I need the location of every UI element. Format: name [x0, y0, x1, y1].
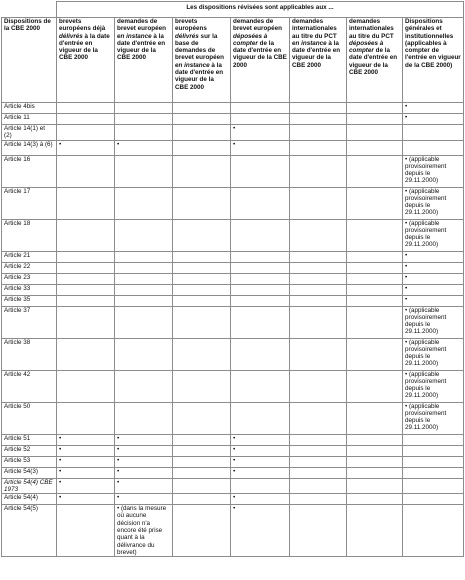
empty-cell: [290, 114, 347, 125]
column-header-3: [173, 18, 231, 103]
table-row: [2, 155, 464, 187]
column-header-4: [231, 18, 290, 103]
empty-cell: [173, 370, 231, 402]
bullet-cell: •: [231, 494, 290, 505]
empty-cell: [290, 478, 347, 494]
empty-cell: [173, 456, 231, 467]
empty-cell: [290, 187, 347, 219]
empty-cell: [290, 370, 347, 402]
empty-cell: [231, 306, 290, 338]
bullet-cell: •: [115, 494, 173, 505]
empty-cell: [290, 125, 347, 141]
empty-cell: [231, 273, 290, 284]
column-header-text: en instance: [292, 39, 327, 47]
empty-cell: [403, 456, 464, 467]
empty-cell: [403, 445, 464, 456]
bullet-cell: •: [115, 456, 173, 467]
table-row: [2, 402, 464, 434]
empty-cell: [173, 434, 231, 445]
table-row: [2, 262, 464, 273]
empty-cell: [173, 114, 231, 125]
bullet-cell: •: [57, 494, 115, 505]
bullet-cell: • (applicable provisoirement depuis le 29.11.2000): [403, 402, 464, 434]
empty-cell: [173, 505, 231, 557]
empty-cell: [290, 505, 347, 557]
bullet-cell: • (dans la mesure où aucune décision n'a encore été prise quant à la délivrance du brevet): [115, 505, 173, 557]
empty-cell: [57, 402, 115, 434]
empty-cell: [403, 125, 464, 141]
column-header-text: délivrés: [59, 32, 83, 40]
empty-cell: [173, 467, 231, 478]
empty-cell: [347, 114, 403, 125]
bullet-cell: •: [57, 456, 115, 467]
article-label: Article 54(5): [2, 505, 57, 557]
empty-cell: [347, 187, 403, 219]
bullet-cell: •: [57, 140, 115, 155]
empty-cell: [403, 467, 464, 478]
table-row: [2, 140, 464, 155]
article-label: Article 11: [2, 114, 57, 125]
bullet-cell: • (applicable provisoirement depuis le 29.11.2000): [403, 370, 464, 402]
empty-cell: [347, 434, 403, 445]
empty-cell: [290, 494, 347, 505]
empty-cell: [115, 284, 173, 295]
empty-cell: [173, 402, 231, 434]
article-label: Article 4bis: [2, 103, 57, 114]
column-header-text: en instance: [175, 61, 210, 69]
empty-cell: [290, 251, 347, 262]
empty-cell: [347, 295, 403, 306]
empty-cell: [290, 295, 347, 306]
empty-cell: [290, 219, 347, 251]
table-row: [2, 103, 464, 114]
column-header-7: [403, 18, 464, 103]
empty-cell: [173, 140, 231, 155]
empty-cell: [290, 273, 347, 284]
column-header-text: à la date d'entrée en vigueur de la CBE 2000: [117, 32, 166, 62]
empty-cell: [231, 103, 290, 114]
article-label: Article 42: [2, 370, 57, 402]
empty-cell: [115, 125, 173, 141]
bullet-cell: •: [57, 467, 115, 478]
article-label: Article 53: [2, 456, 57, 467]
bullet-cell: •: [231, 505, 290, 557]
bullet-cell: • (applicable provisoirement depuis le 29.11.2000): [403, 187, 464, 219]
empty-cell: [290, 103, 347, 114]
empty-cell: [173, 219, 231, 251]
column-header-1: [57, 18, 115, 103]
empty-cell: [115, 155, 173, 187]
table-row: [2, 445, 464, 456]
empty-cell: [115, 103, 173, 114]
column-header-text: déposées à compter: [233, 32, 268, 47]
bullet-cell: • (applicable provisoirement depuis le 29.11.2000): [403, 219, 464, 251]
empty-cell: [231, 219, 290, 251]
empty-cell: [57, 187, 115, 219]
column-header-text: demandes de brevet européen: [233, 18, 282, 33]
empty-cell: [347, 306, 403, 338]
empty-cell: [347, 402, 403, 434]
empty-cell: [347, 445, 403, 456]
empty-cell: [347, 140, 403, 155]
column-header-text: Dispositions de la CBE 2000: [4, 18, 51, 33]
empty-cell: [290, 456, 347, 467]
bullet-cell: •: [403, 284, 464, 295]
empty-cell: [231, 187, 290, 219]
empty-cell: [57, 103, 115, 114]
empty-cell: [173, 155, 231, 187]
bullet-cell: •: [115, 445, 173, 456]
empty-cell: [173, 295, 231, 306]
empty-cell: [231, 251, 290, 262]
article-label: Article 51: [2, 434, 57, 445]
bullet-cell: •: [403, 103, 464, 114]
bullet-cell: •: [231, 140, 290, 155]
empty-cell: [173, 262, 231, 273]
empty-cell: [290, 284, 347, 295]
empty-cell: [115, 338, 173, 370]
column-header-provisions: [2, 18, 57, 103]
bullet-cell: •: [231, 456, 290, 467]
empty-cell: [347, 505, 403, 557]
empty-cell: [347, 370, 403, 402]
empty-cell: [115, 262, 173, 273]
table-row: [2, 306, 464, 338]
empty-cell: [347, 155, 403, 187]
empty-cell: [173, 284, 231, 295]
article-label: Article 52: [2, 445, 57, 456]
empty-cell: [347, 494, 403, 505]
empty-cell: [57, 284, 115, 295]
table-row: [2, 284, 464, 295]
empty-cell: [57, 125, 115, 141]
empty-cell: [115, 370, 173, 402]
bullet-cell: •: [231, 445, 290, 456]
column-header-text: à la date d'entrée en vigueur de la CBE 2000: [59, 32, 110, 62]
bullet-cell: • (applicable provisoirement depuis le 29.11.2000): [403, 338, 464, 370]
article-label: Article 18: [2, 219, 57, 251]
empty-cell: [115, 295, 173, 306]
bullet-cell: •: [403, 273, 464, 284]
empty-cell: [290, 434, 347, 445]
empty-cell: [173, 103, 231, 114]
empty-cell: [347, 219, 403, 251]
article-label: Article 38: [2, 338, 57, 370]
empty-cell: [173, 478, 231, 494]
empty-cell: [115, 306, 173, 338]
bullet-cell: •: [231, 434, 290, 445]
article-label: Article 17: [2, 187, 57, 219]
empty-cell: [347, 478, 403, 494]
empty-cell: [57, 155, 115, 187]
table-row: [2, 494, 464, 505]
empty-cell: [115, 402, 173, 434]
article-label: Article 23: [2, 273, 57, 284]
empty-cell: [347, 262, 403, 273]
column-header-text: brevets européens: [175, 18, 207, 33]
table-row: [2, 125, 464, 141]
article-label: Article 16: [2, 155, 57, 187]
empty-cell: [231, 478, 290, 494]
article-label: Article 54(4) CBE 1973: [2, 478, 57, 494]
empty-cell: [57, 295, 115, 306]
bullet-cell: •: [403, 114, 464, 125]
column-header-text: demandes internationales au titre du PCT: [292, 18, 337, 40]
column-header-text: en instance: [117, 32, 152, 40]
empty-cell: [57, 306, 115, 338]
bullet-cell: •: [403, 262, 464, 273]
empty-cell: [290, 402, 347, 434]
empty-cell: [347, 338, 403, 370]
empty-cell: [173, 273, 231, 284]
bullet-cell: •: [57, 445, 115, 456]
article-label: Article 35: [2, 295, 57, 306]
bullet-cell: •: [115, 467, 173, 478]
bullet-cell: • (applicable provisoirement depuis le 29.11.2000): [403, 306, 464, 338]
article-label: Article 50: [2, 402, 57, 434]
article-label: Article 54(3): [2, 467, 57, 478]
empty-cell: [57, 505, 115, 557]
table-row: [2, 219, 464, 251]
empty-cell: [347, 273, 403, 284]
table-row: [2, 251, 464, 262]
column-header-5: [290, 18, 347, 103]
empty-cell: [347, 125, 403, 141]
article-label: Article 54(4): [2, 494, 57, 505]
empty-cell: [173, 125, 231, 141]
empty-cell: [231, 402, 290, 434]
bullet-cell: •: [57, 434, 115, 445]
blank-corner: [2, 2, 57, 18]
empty-cell: [290, 262, 347, 273]
empty-cell: [403, 434, 464, 445]
empty-cell: [290, 155, 347, 187]
empty-cell: [57, 251, 115, 262]
bullet-cell: •: [57, 478, 115, 494]
column-header-text: à la date d'entrée en vigueur de la CBE 2000: [292, 39, 341, 69]
empty-cell: [173, 445, 231, 456]
empty-cell: [403, 478, 464, 494]
article-label: Article 21: [2, 251, 57, 262]
column-header-text: Dispositions générales et institutionnelles (applicables à compter de l'entrée en vigueur de la CBE 2000): [405, 18, 461, 69]
bullet-cell: • (applicable provisoirement depuis le 29.11.2000): [403, 155, 464, 187]
bullet-cell: •: [115, 434, 173, 445]
table-row: [2, 478, 464, 494]
article-label: Article 33: [2, 284, 57, 295]
empty-cell: [57, 114, 115, 125]
empty-cell: [173, 187, 231, 219]
empty-cell: [347, 284, 403, 295]
bullet-cell: •: [115, 140, 173, 155]
empty-cell: [290, 445, 347, 456]
empty-cell: [57, 370, 115, 402]
table-row: [2, 370, 464, 402]
empty-cell: [290, 338, 347, 370]
empty-cell: [403, 494, 464, 505]
column-header-text: à la date d'entrée en vigueur de la CBE 2000: [175, 61, 224, 91]
table-row: [2, 505, 464, 557]
table-row: [2, 456, 464, 467]
column-header-text: de la date d'entrée en vigueur de la CBE 2000: [233, 39, 287, 69]
column-header-text: déposées à compter: [349, 39, 384, 55]
column-header-text: brevets européens déjà: [59, 18, 106, 33]
empty-cell: [115, 187, 173, 219]
empty-cell: [115, 219, 173, 251]
empty-cell: [173, 306, 231, 338]
column-header-text: de la date d'entrée en vigueur de la CBE 2000: [349, 47, 398, 77]
table-row: [2, 187, 464, 219]
empty-cell: [231, 262, 290, 273]
empty-cell: [347, 103, 403, 114]
column-header-text: demandes internationales au titre du PCT: [349, 18, 394, 40]
column-header-text: délivrés: [175, 32, 199, 40]
empty-cell: [115, 273, 173, 284]
table-row: [2, 295, 464, 306]
column-header-text: sur la base de demandes de brevet européen: [175, 32, 224, 62]
bullet-cell: •: [231, 467, 290, 478]
empty-cell: [290, 306, 347, 338]
empty-cell: [115, 251, 173, 262]
table-row: [2, 338, 464, 370]
empty-cell: [115, 114, 173, 125]
empty-cell: [231, 295, 290, 306]
empty-cell: [57, 273, 115, 284]
empty-cell: [403, 140, 464, 155]
empty-cell: [57, 338, 115, 370]
table-row: [2, 273, 464, 284]
empty-cell: [173, 338, 231, 370]
bullet-cell: •: [403, 295, 464, 306]
article-label: Article 22: [2, 262, 57, 273]
empty-cell: [231, 370, 290, 402]
empty-cell: [347, 456, 403, 467]
empty-cell: [231, 284, 290, 295]
article-label: Article 37: [2, 306, 57, 338]
table-row: [2, 114, 464, 125]
empty-cell: [403, 505, 464, 557]
empty-cell: [290, 140, 347, 155]
applicability-table: [1, 1, 464, 557]
empty-cell: [347, 251, 403, 262]
bullet-cell: •: [231, 125, 290, 141]
empty-cell: [173, 494, 231, 505]
empty-cell: [290, 467, 347, 478]
empty-cell: [231, 338, 290, 370]
article-label: Article 14(1) et (2): [2, 125, 57, 141]
table-row: [2, 467, 464, 478]
empty-cell: [57, 219, 115, 251]
applicability-header: Les dispositions révisées sont applicables aux ...: [57, 2, 464, 18]
column-header-text: demandes de brevet européen: [117, 18, 166, 33]
empty-cell: [57, 262, 115, 273]
bullet-cell: •: [403, 251, 464, 262]
empty-cell: [347, 467, 403, 478]
table-row: [2, 434, 464, 445]
bullet-cell: •: [115, 478, 173, 494]
column-header-6: [347, 18, 403, 103]
empty-cell: [231, 114, 290, 125]
empty-cell: [173, 251, 231, 262]
column-header-2: [115, 18, 173, 103]
empty-cell: [231, 155, 290, 187]
article-label: Article 14(3) à (6): [2, 140, 57, 155]
